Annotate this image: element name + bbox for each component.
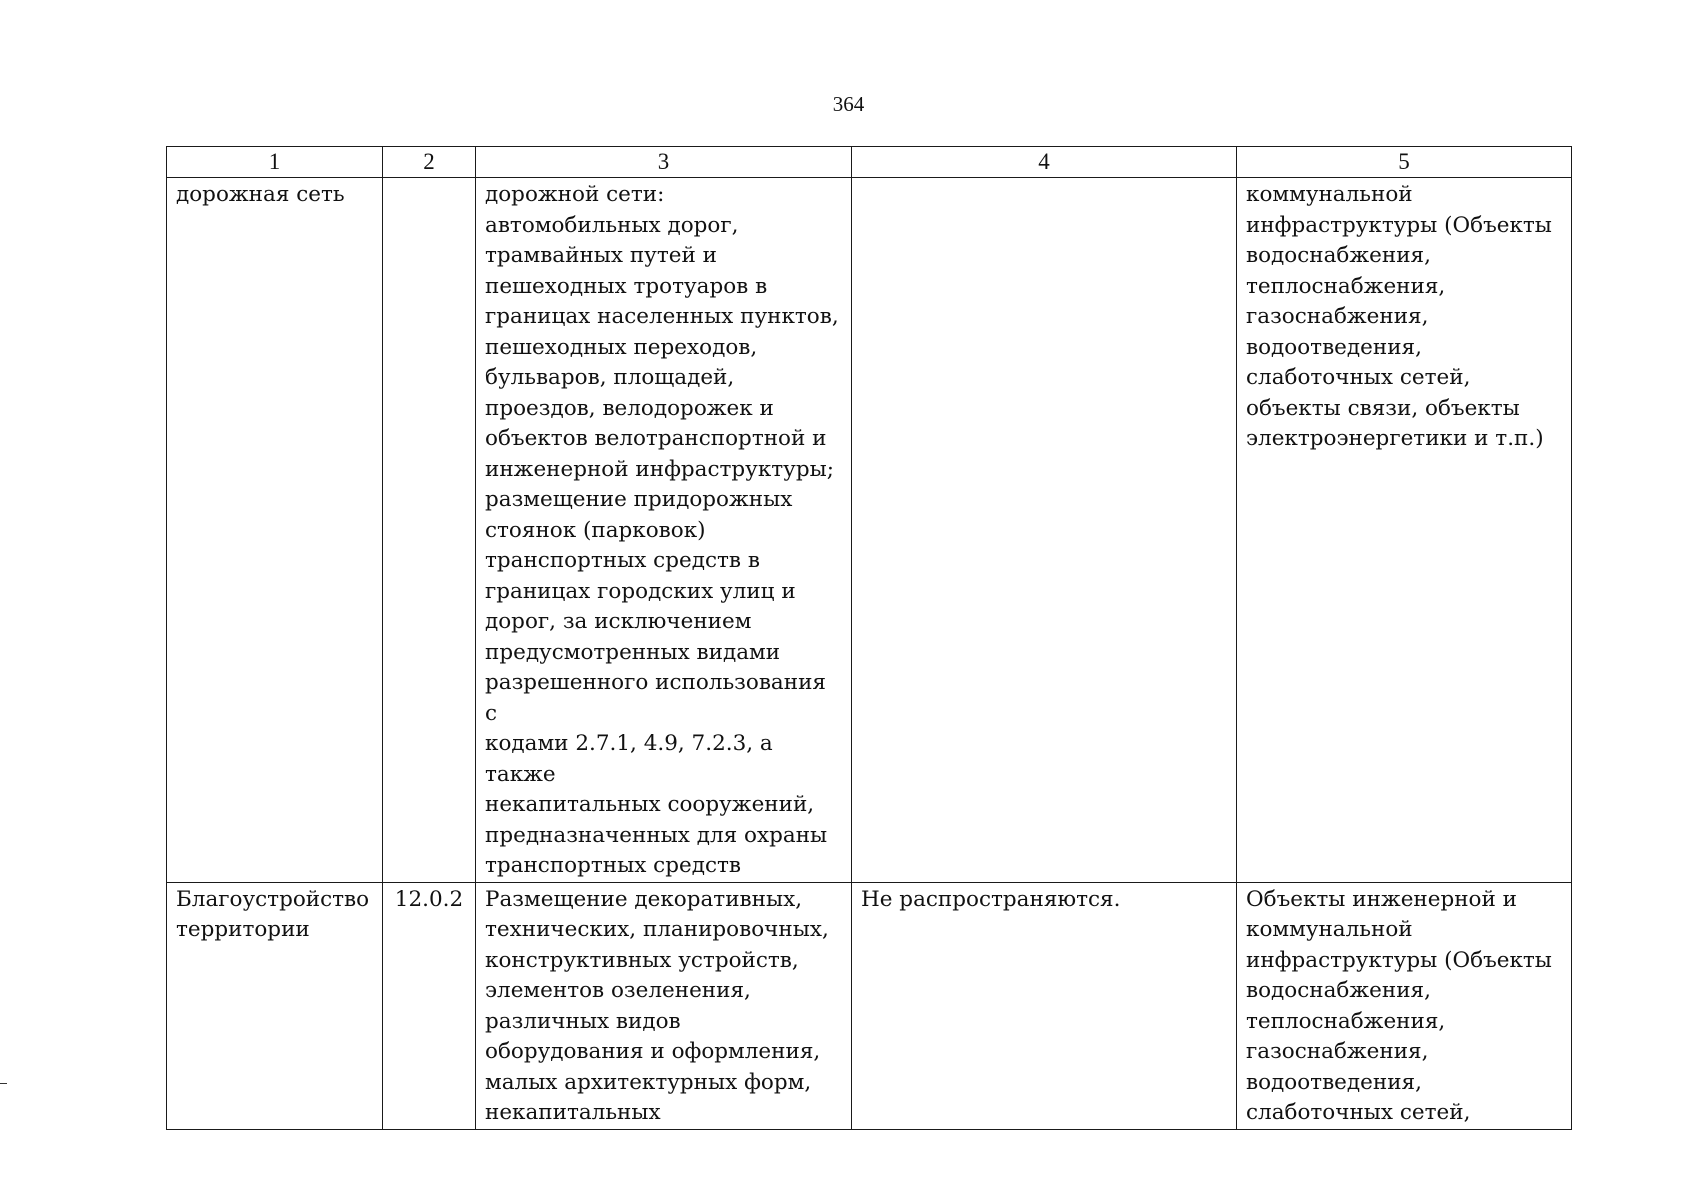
column-header-4: 4 (852, 147, 1237, 178)
table-header-row (167, 147, 1572, 178)
column-header-1: 1 (167, 147, 383, 178)
auxiliary-uses-cell: коммунальной инфраструктуры (Объекты водоснабжения, теплоснабжения, газоснабжения, водоотведения, слаботочных сетей, объекты связи, объекты электроэнергетики и т.п.) (1237, 178, 1572, 883)
land-use-description-cell: Размещение декоративных, технических, планировочных, конструктивных устройств, элементов озеленения, различных видов оборудования и оформления, малых архитектурных форм, некапитальных (476, 882, 852, 1129)
column-header-3: 3 (476, 147, 852, 178)
page-number: 364 (832, 92, 865, 116)
table-row (167, 178, 1572, 883)
scan-edge-mark (0, 1083, 7, 1084)
column-header-5: 5 (1237, 147, 1572, 178)
parameters-cell (852, 178, 1237, 883)
land-use-code-cell (383, 178, 476, 883)
column-header-2: 2 (383, 147, 476, 178)
land-use-table (166, 146, 1572, 1130)
land-use-name-cell: Благоустройство территории (167, 882, 383, 1129)
auxiliary-uses-cell: Объекты инженерной и коммунальной инфраструктуры (Объекты водоснабжения, теплоснабжения, газоснабжения, водоотведения, слаботочных сетей, (1237, 882, 1572, 1129)
land-use-name-cell: дорожная сеть (167, 178, 383, 883)
land-use-code-cell: 12.0.2 (383, 882, 476, 1129)
parameters-cell: Не распространяются. (852, 882, 1237, 1129)
table-row (167, 882, 1572, 1129)
land-use-description-cell: дорожной сети: автомобильных дорог, трамвайных путей и пешеходных тротуаров в границах населенных пунктов, пешеходных переходов, бульваров, площадей, проездов, велодорожек и объектов велотранспортной и инженерной инфраструктуры; размещение придорожных стоянок (парковок) транспортных средств в границах городских улиц и дорог, за исключением предусмотренных видами разрешенного использования с кодами 2.7.1, 4.9, 7.2.3, а также некапитальных сооружений, предназначенных для охраны транспортных средств (476, 178, 852, 883)
